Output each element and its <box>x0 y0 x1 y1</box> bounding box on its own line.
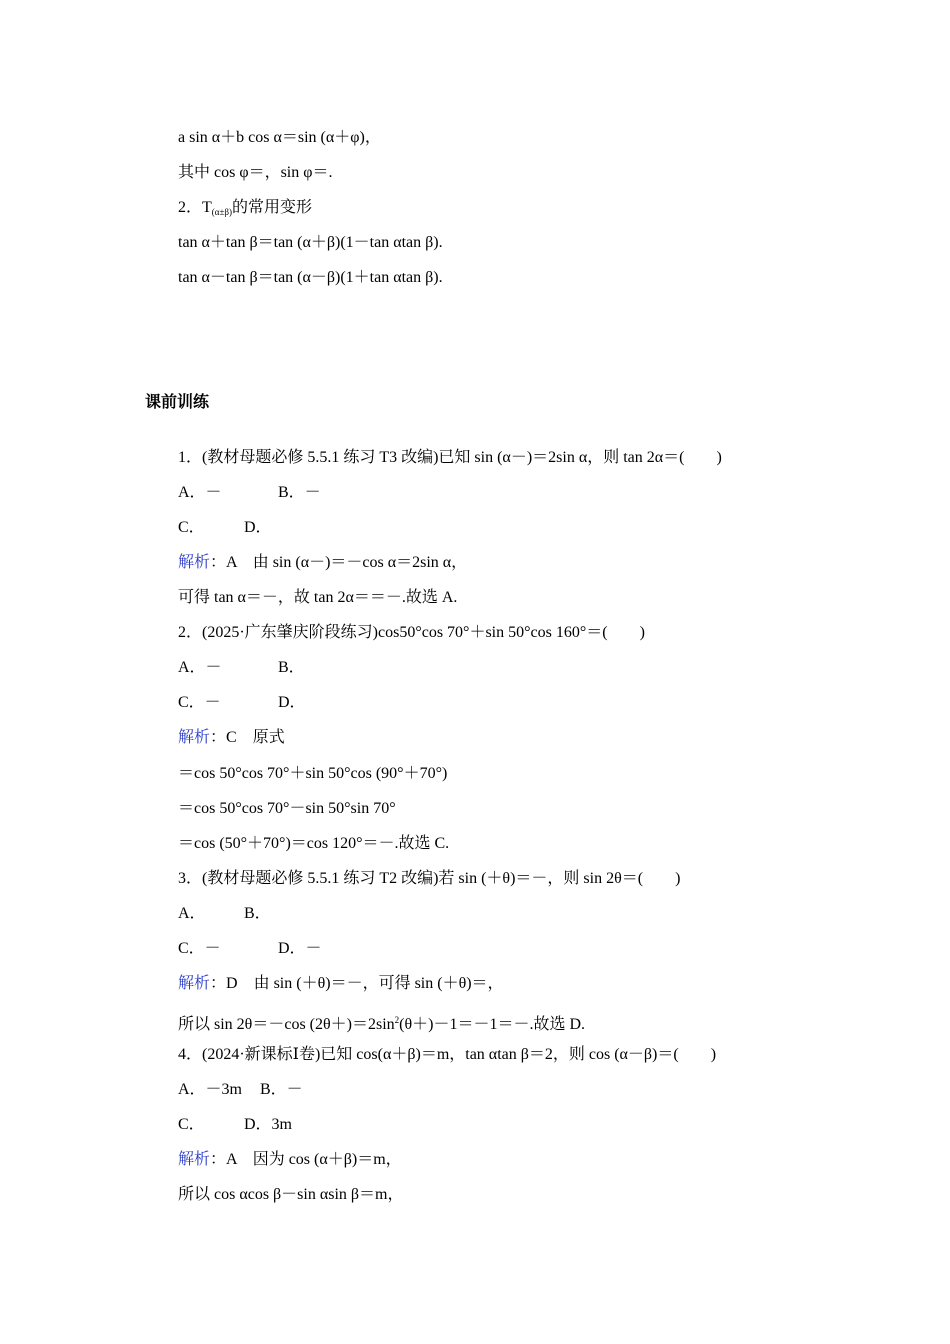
tan-diff-variant: tan α－tan β＝tan (α－β)(1＋tan αtan β). <box>178 269 443 286</box>
q3-line2-superscript: 2 <box>394 1015 400 1025</box>
q4-options-ab <box>178 1080 303 1100</box>
item-2-prefix: 2．T <box>178 199 212 216</box>
aux-angle-formula: a sin α＋b cos α＝sin (α＋φ)， <box>178 129 381 146</box>
q3-jiexi-text: ：D 由 sin (＋θ)＝－，可得 sin (＋θ)＝， <box>210 975 504 992</box>
q2-jiexi-text: ：C 原式 <box>210 729 285 746</box>
q3-jiexi-label: 解析 <box>178 975 211 992</box>
q4-solution <box>178 1150 402 1170</box>
q3-option-d: D．－ <box>278 940 322 957</box>
q3-line2-part-b: (θ＋)－1＝－1＝－.故选 D. <box>399 1016 586 1033</box>
q4-jiexi-label: 解析 <box>178 1151 211 1168</box>
item-2-subscript: (α±β) <box>211 207 233 217</box>
q4-option-c: C． <box>178 1116 205 1133</box>
q4-jiexi-text: ：A 因为 cos (α＋β)＝m， <box>210 1151 402 1168</box>
tan-sum-variant: tan α＋tan β＝tan (α＋β)(1－tan αtan β). <box>178 234 443 251</box>
q3-option-b: B． <box>244 905 271 922</box>
section-title: 课前训练 <box>145 394 210 411</box>
q1-option-c: C． <box>178 519 205 536</box>
q1-stem: 1．(教材母题必修 5.5.1 练习 T3 改编)已知 sin (α－)＝2sin α，则 tan 2α＝( ) <box>178 449 722 466</box>
q1-solution-line2: 可得 tan α＝－，故 tan 2α＝＝－.故选 A. <box>178 589 458 606</box>
q4-stem: 4．(2024·新课标Ⅰ卷)已知 cos(α＋β)＝m，tan αtan β＝2，则 cos (α－β)＝( ) <box>178 1046 717 1063</box>
q2-stem: 2．(2025·广东肇庆阶段练习)cos50°cos 70°＋sin 50°cos 160°＝( ) <box>178 624 645 641</box>
q2-solution-step1: ＝cos 50°cos 70°＋sin 50°cos (90°＋70°) <box>178 765 448 782</box>
q3-options-cd <box>178 939 322 959</box>
q3-stem: 3．(教材母题必修 5.5.1 练习 T2 改编)若 sin (＋θ)＝－，则 sin 2θ＝( ) <box>178 870 681 887</box>
aux-angle-where: 其中 cos φ＝，sin φ＝. <box>178 164 333 181</box>
q3-solution-line2 <box>178 1010 585 1035</box>
q1-option-a: A．－ <box>178 484 222 501</box>
q2-options-cd <box>178 693 306 713</box>
item-2-suffix: 的常用变形 <box>232 199 313 216</box>
q1-option-b: B．－ <box>278 484 321 501</box>
q1-options-cd <box>178 518 272 538</box>
q2-option-a: A．－ <box>178 659 222 676</box>
q4-solution-line2: 所以 cos αcos β－sin αsin β＝m， <box>178 1186 404 1203</box>
q2-option-b: B． <box>278 659 305 676</box>
q4-option-d: D．3m <box>244 1116 293 1133</box>
item-2-heading <box>178 198 312 222</box>
q2-solution <box>178 728 285 748</box>
q4-option-b: B．－ <box>260 1081 303 1098</box>
q1-options-ab <box>178 483 321 503</box>
q1-jiexi-label: 解析 <box>178 554 211 571</box>
q3-options-ab <box>178 904 271 924</box>
q2-jiexi-label: 解析 <box>178 729 211 746</box>
q4-option-a: A．－3m <box>178 1081 243 1098</box>
q3-option-a: A． <box>178 905 206 922</box>
q3-option-c: C．－ <box>178 940 221 957</box>
q2-solution-step2: ＝cos 50°cos 70°－sin 50°sin 70° <box>178 800 396 817</box>
q4-options-cd <box>178 1115 292 1135</box>
q2-option-c: C．－ <box>178 694 221 711</box>
q2-option-d: D． <box>278 694 306 711</box>
q1-option-d: D． <box>244 519 272 536</box>
q2-solution-step3: ＝cos (50°＋70°)＝cos 120°＝－.故选 C. <box>178 835 450 852</box>
q3-line2-part-a: 所以 sin 2θ＝－cos (2θ＋)＝2sin <box>178 1016 395 1033</box>
q1-solution <box>178 553 467 573</box>
q1-jiexi-text: ：A 由 sin (α－)＝－cos α＝2sin α， <box>210 554 468 571</box>
q2-options-ab <box>178 658 305 678</box>
q3-solution <box>178 974 504 994</box>
